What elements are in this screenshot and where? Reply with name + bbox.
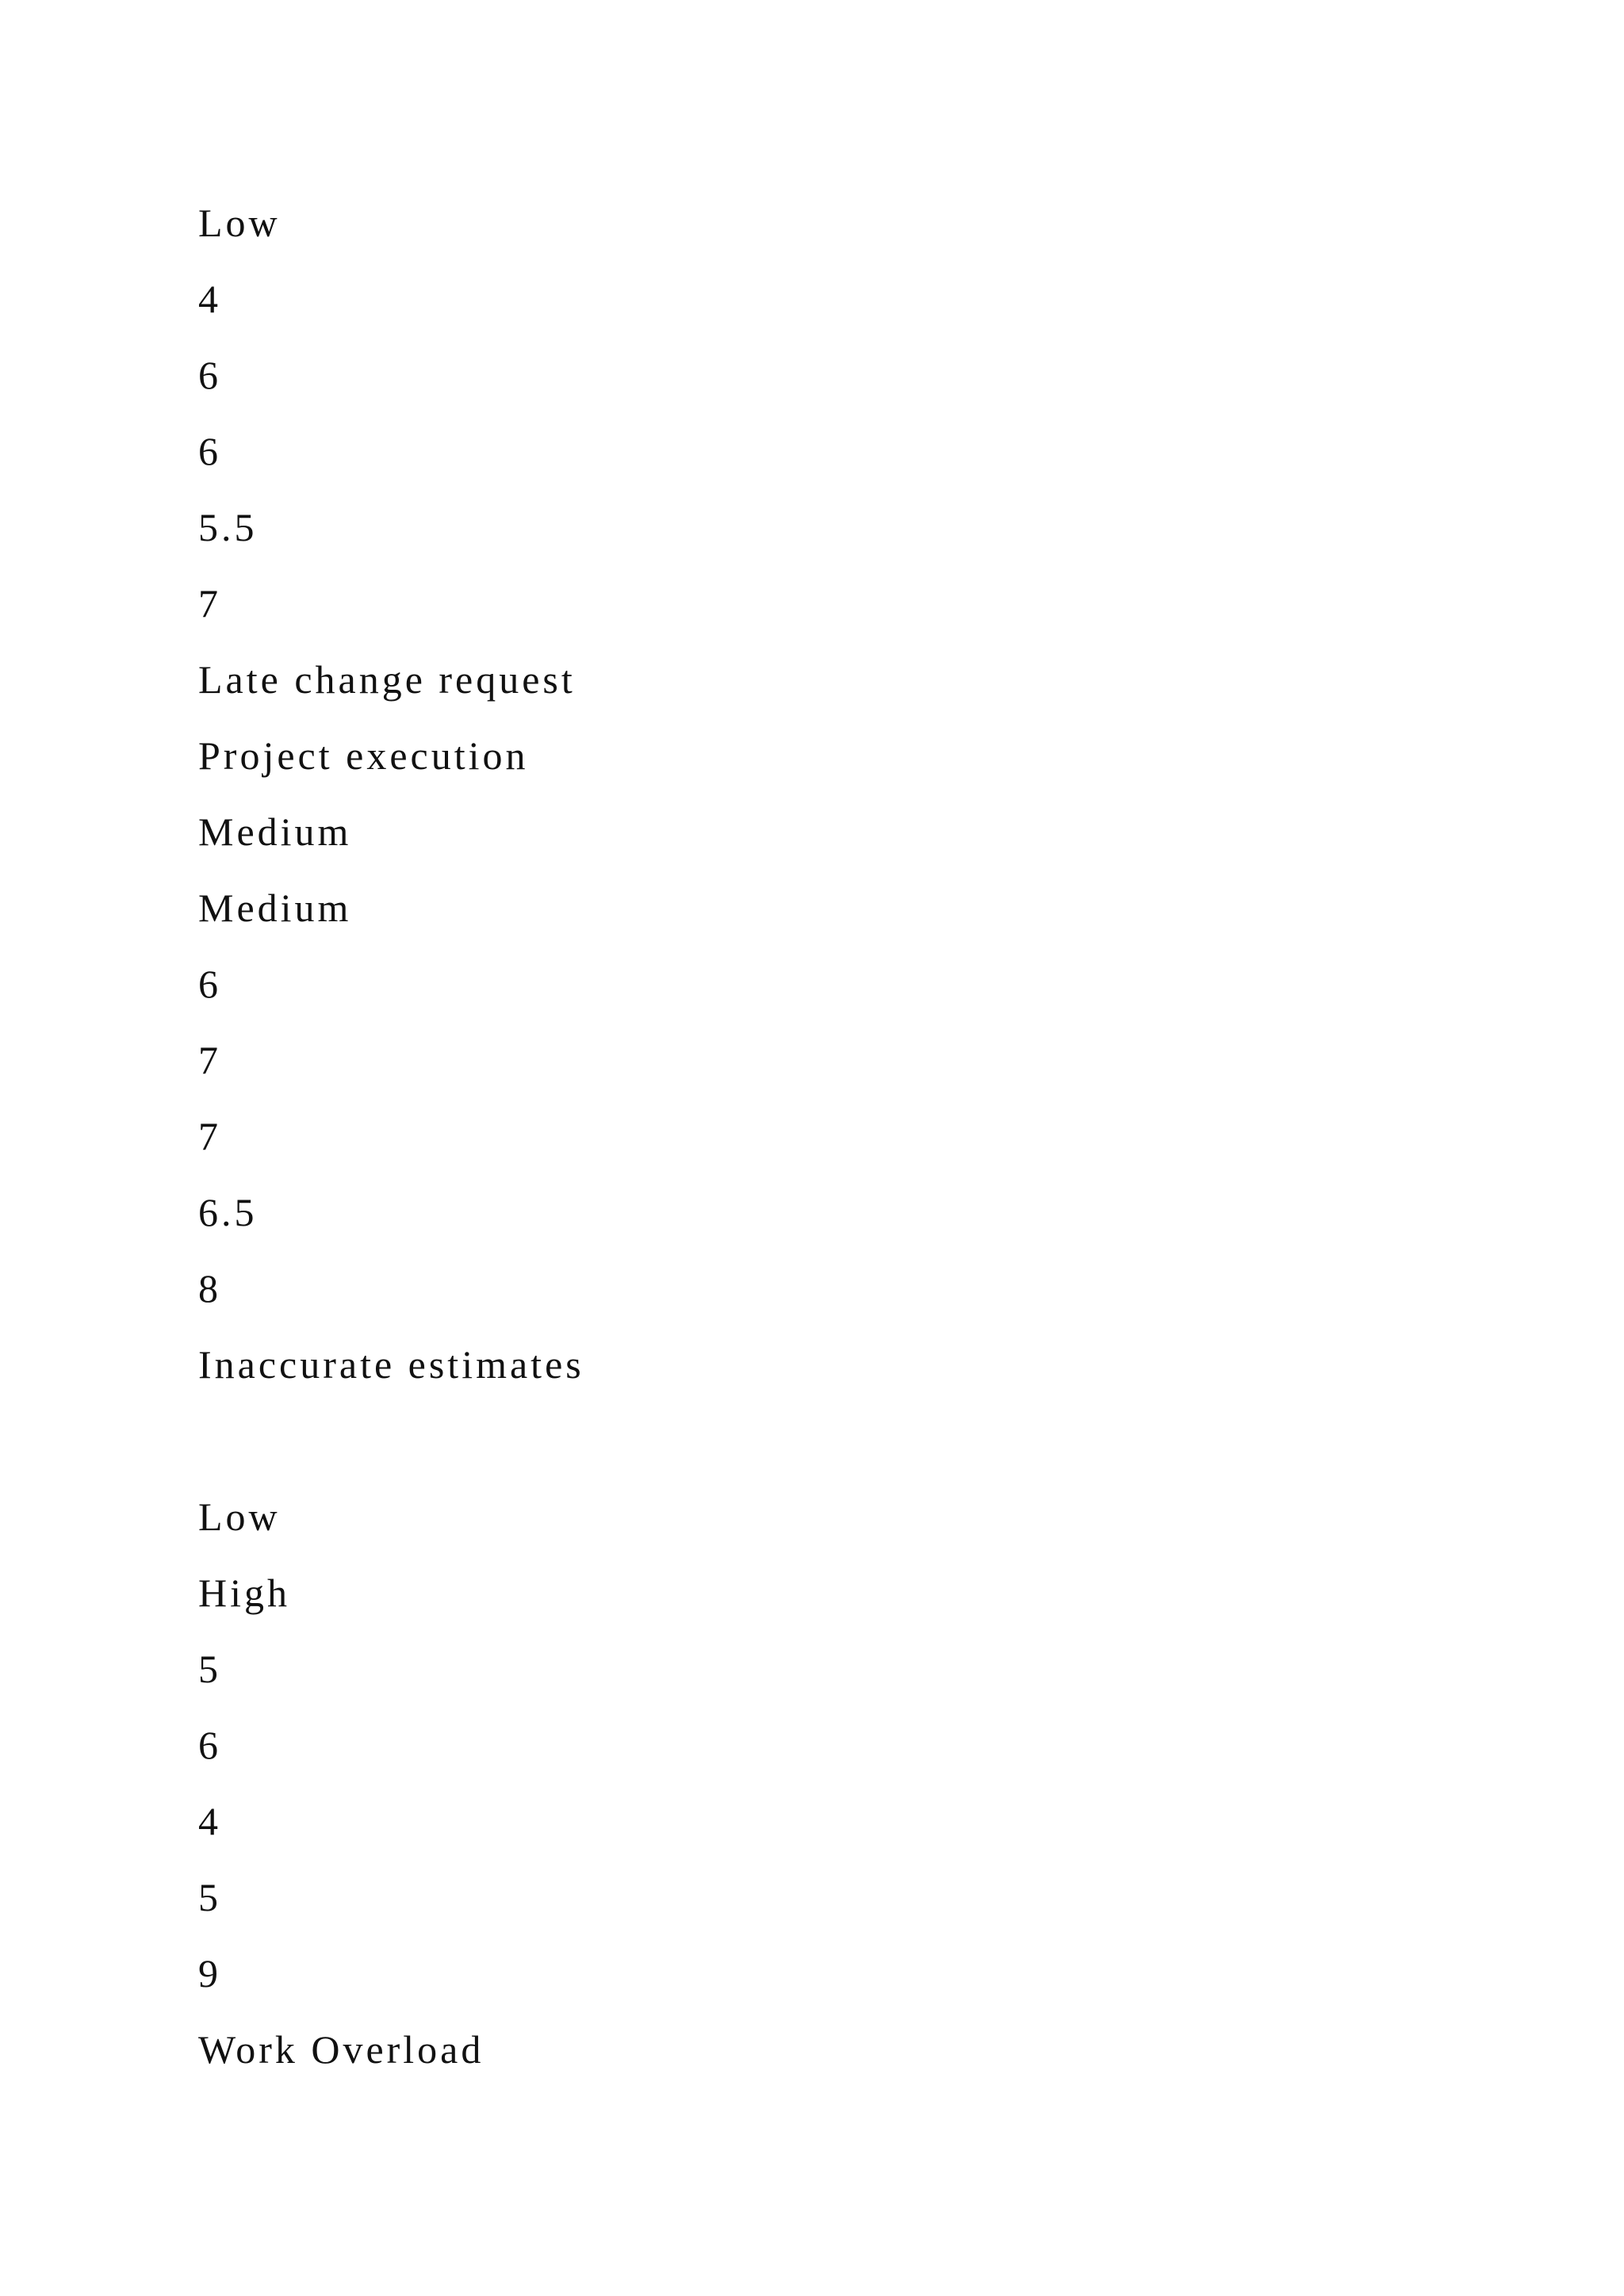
text-line: 6 — [198, 962, 221, 1006]
text-column — [198, 185, 1467, 2087]
text-line: 5 — [198, 1647, 221, 1691]
text-line: 6 — [198, 353, 221, 397]
text-line: Work Overload — [198, 2027, 485, 2072]
text-line: 8 — [198, 1266, 221, 1311]
text-line: 7 — [198, 581, 221, 626]
text-line: 5 — [198, 1875, 221, 1919]
text-line: 9 — [198, 1951, 221, 1996]
text-line: 4 — [198, 1799, 221, 1843]
text-line: Inaccurate estimates — [198, 1342, 584, 1387]
text-line: 6 — [198, 1723, 221, 1767]
text-line: High — [198, 1571, 290, 1615]
text-line: 7 — [198, 1038, 221, 1082]
text-line: 4 — [198, 277, 221, 321]
text-line: Low — [198, 201, 281, 245]
text-line: Medium — [198, 809, 352, 854]
text-line: Medium — [198, 886, 352, 930]
text-line: Late change request — [198, 657, 576, 702]
text-line: 7 — [198, 1114, 221, 1158]
text-line: 5.5 — [198, 505, 258, 549]
text-line: 6.5 — [198, 1190, 258, 1234]
text-line: 6 — [198, 429, 221, 473]
blank-line — [198, 1402, 1467, 1479]
text-line: Project execution — [198, 733, 529, 778]
text-line: Low — [198, 1494, 281, 1539]
